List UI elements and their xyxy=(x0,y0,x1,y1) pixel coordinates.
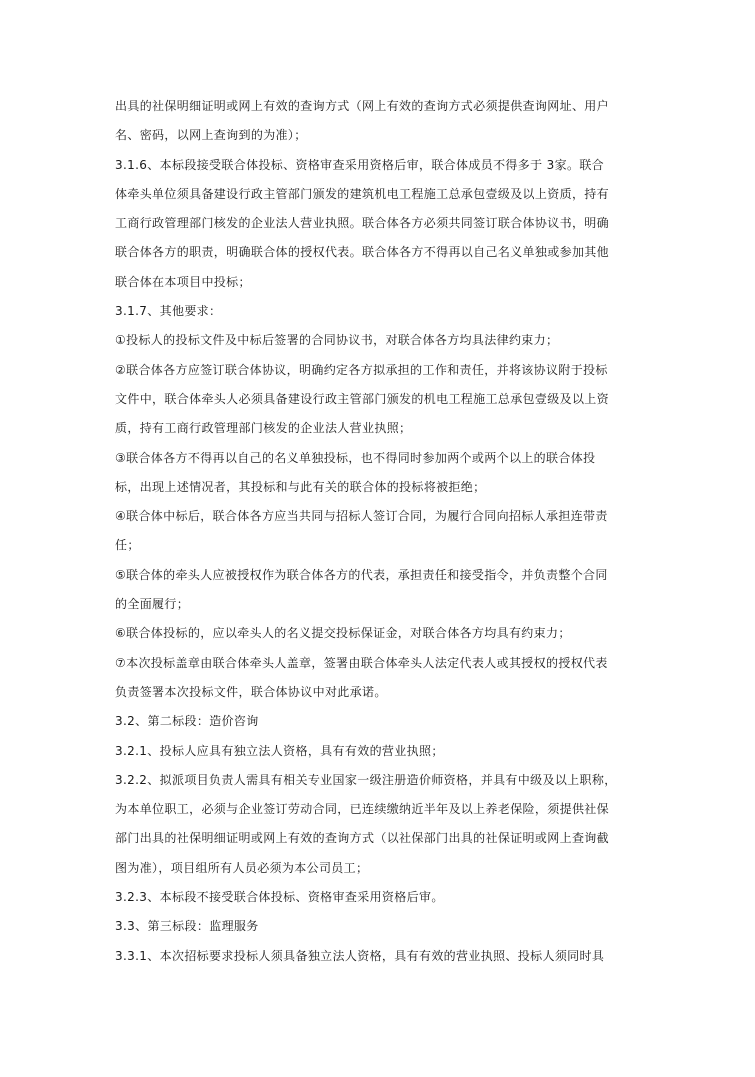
text-line: 3.1.7、其他要求： xyxy=(115,304,222,319)
text-line: 出具的社保明细证明或网上有效的查询方式（网上有效的查询方式必须提供查询网址、用户 xyxy=(115,99,610,113)
text-line: 3.1.6、本标段接受联合体投标、资格审查采用资格后审，联合体成员不得多于 3家。联合 xyxy=(115,157,605,172)
text-line: 工商行政管理部门核发的企业法人营业执照。联合体各方必须共同签订联合体协议书，明确 xyxy=(115,216,610,231)
text-line: 3.3、第三标段：监理服务 xyxy=(115,919,259,934)
text-line: 3.2.3、本标段不接受联合体投标、资格审查采用资格后审。 xyxy=(115,890,444,905)
text-line: 图为准），项目组所有人员必须为本公司员工； xyxy=(115,860,369,875)
text-line: 任； xyxy=(115,538,140,553)
text-line: ②联合体各方应签订联合体协议，明确约定各方拟承担的工作和责任，并将该协议附于投标 xyxy=(115,362,608,377)
text-line: 部门出具的社保明细证明或网上有效的查询方式（以社保部门出具的社保证明或网上查询截 xyxy=(115,831,610,846)
document-page xyxy=(115,92,655,971)
text-line: ①投标人的投标文件及中标后签署的合同协议书，对联合体各方均具法律约束力； xyxy=(115,333,559,348)
text-line: 3.3.1、本次招标要求投标人须具备独立法人资格，具有有效的营业执照、投标人须同时具 xyxy=(115,948,605,963)
text-line: 的全面履行； xyxy=(115,597,190,612)
text-line: 3.2、第二标段：造价咨询 xyxy=(115,714,259,729)
text-line: 文件中，联合体牵头人必须具备建设行政主管部门颁发的机电工程施工总承包壹级及以上资 xyxy=(115,391,610,406)
text-line: 质，持有工商行政管理部门核发的企业法人营业执照； xyxy=(115,421,412,436)
text-line: ③联合体各方不得再以自己的名义单独投标，也不得同时参加两个或两个以上的联合体投 xyxy=(115,450,596,465)
text-line: ⑤联合体的牵头人应被授权作为联合体各方的代表，承担责任和接受指令，并负责整个合同 xyxy=(115,567,608,582)
text-line: 为本单位职工，必须与企业签订劳动合同，已连续缴纳近半年及以上养老保险，须提供社保 xyxy=(115,802,610,817)
text-line: 联合体各方的职责，明确联合体的授权代表。联合体各方不得再以自己名义单独或参加其他 xyxy=(115,245,610,260)
text-line: ④联合体中标后，联合体各方应当共同与招标人签订合同，为履行合同向招标人承担连带责 xyxy=(115,509,608,524)
text-line: 标，出现上述情况者，其投标和与此有关的联合体的投标将被拒绝； xyxy=(115,479,486,494)
text-line: ⑥联合体投标的，应以牵头人的名义提交投标保证金，对联合体各方均具有约束力； xyxy=(115,626,571,641)
text-line: 负责签署本次投标文件，联合体协议中对此承诺。 xyxy=(115,684,387,699)
text-line: 3.2.2、拟派项目负责人需具有相关专业国家一级注册造价师资格，并具有中级及以上职称， xyxy=(115,772,617,787)
text-line: ⑦本次投标盖章由联合体牵头人盖章，签署由联合体牵头人法定代表人或其授权的授权代表 xyxy=(115,655,608,670)
text-line: 3.2.1、投标人应具有独立法人资格，具有有效的营业执照； xyxy=(115,743,444,758)
text-line: 联合体在本项目中投标； xyxy=(115,274,251,289)
text-line: 体牵头单位须具备建设行政主管部门颁发的建筑机电工程施工总承包壹级及以上资质，持有 xyxy=(115,186,610,201)
text-line: 名、密码，以网上查询到的为准）； xyxy=(115,128,307,143)
